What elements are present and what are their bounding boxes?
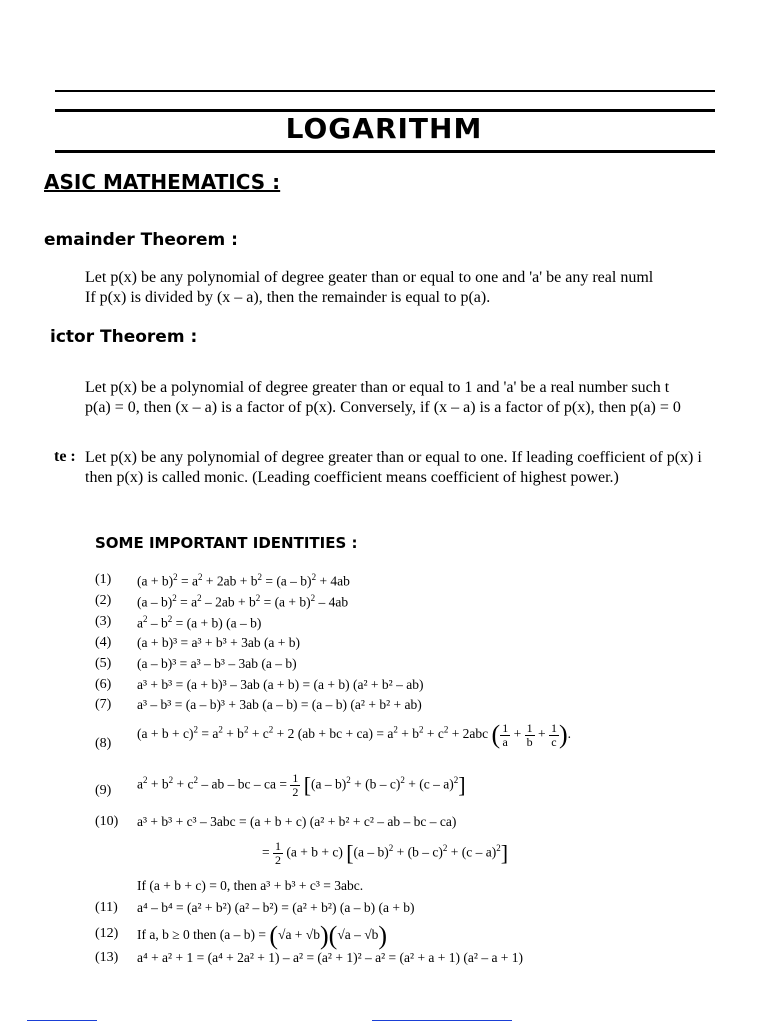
identity-number: (2) — [95, 593, 112, 608]
factor-line-2: p(a) = 0, then (x – a) is a factor of p(x). Conversely, if (x – a) is a factor of p(x), then p(a) = 0 — [85, 399, 681, 416]
remainder-theorem-heading: emainder Theorem : — [44, 230, 238, 250]
title-rule-bottom — [55, 150, 715, 153]
identity-number: (9) — [95, 783, 112, 798]
identity-10-continued: = $\frac{1}{2}$ (a + b + c) [(a – b)$^2$ + (b – c)$^2$ + (c – a)$^2$] — [262, 839, 509, 867]
note-line-1: Let p(x) be any polynomial of degree greater than or equal to one. If leading coefficient of p(x) i — [85, 449, 702, 466]
identity-number: (3) — [95, 614, 112, 629]
note-line-2: then p(x) is called monic. (Leading coefficient means coefficient of highest power.) — [85, 469, 619, 486]
identity-number: (11) — [95, 900, 118, 915]
identity-number: (10) — [95, 814, 119, 829]
identity-7: a³ – b³ = (a – b)³ + 3ab (a – b) = (a – b) (a² + b² + ab) — [137, 697, 422, 712]
identity-number: (1) — [95, 572, 112, 587]
factor-theorem-heading: ictor Theorem : — [50, 327, 198, 347]
factor-line-1: Let p(x) be a polynomial of degree greater than or equal to 1 and 'a' be a real number such t — [85, 379, 670, 396]
identity-number: (12) — [95, 926, 119, 941]
identity-number: (13) — [95, 950, 119, 965]
note-label: te : — [54, 448, 76, 465]
identity-11: a⁴ – b⁴ = (a² + b²) (a² – b²) = (a² + b²) (a – b) (a + b) — [137, 900, 415, 915]
identity-13: a⁴ + a² + 1 = (a⁴ + 2a² + 1) – a² = (a² + 1)² – a² = (a² + a + 1) (a² – a + 1) — [137, 950, 524, 965]
identity-number: (5) — [95, 656, 112, 671]
identity-2: $(a - b)^2 = a^2 - 2ab + b^2 = (a + b)^2 - 4ab$ — [137, 593, 349, 610]
top-rule — [55, 90, 715, 92]
identity-12: If a, b ≥ 0 then (a – b) = (√a + √b)(√a – √b) — [137, 921, 388, 950]
identity-number: (8) — [95, 736, 112, 751]
identity-number: (6) — [95, 677, 112, 692]
identity-number: (4) — [95, 635, 112, 650]
identity-4: (a + b)³ = a³ + b³ + 3ab (a + b) — [137, 635, 301, 650]
remainder-line-1: Let p(x) be any polynomial of degree geater than or equal to one and 'a' be any real numl — [85, 269, 654, 286]
identity-6: a³ + b³ = (a + b)³ – 3ab (a + b) = (a + b) (a² + b² – ab) — [137, 677, 424, 692]
page-title: LOGARITHM — [285, 112, 483, 145]
footer-link-left[interactable] — [27, 1020, 97, 1021]
identities-heading: SOME IMPORTANT IDENTITIES : — [95, 534, 358, 552]
identity-3: $a^2 - b^2 = (a + b)$ (a – b) — [137, 614, 262, 631]
footer-link-right[interactable] — [372, 1020, 512, 1021]
section-heading: ASIC MATHEMATICS : — [44, 170, 281, 194]
identity-10-condition: If (a + b + c) = 0, then a³ + b³ + c³ = 3abc. — [137, 878, 364, 893]
identity-1: $(a + b)^2 = a^2 + 2ab + b^2 = (a - b)^2 + 4ab$ — [137, 572, 350, 589]
identity-5: (a – b)³ = a³ – b³ – 3ab (a – b) — [137, 656, 297, 671]
identity-9: $a^2 + b^2 + c^2$ – ab – bc – ca = $\frac{1}{2}$ [(a – b)$^2$ + (b – c)$^2$ + (c – a)$^2$] — [137, 771, 466, 799]
identity-8: $(a + b + c)^2 = a^2 + b^2 + c^2 + 2$ (ab + bc + $ca) = a^2 + b^2 + c^2 + 2abc$ ( $\frac{1}{a}$ + $\frac{1}{b}$ + $\frac{1}{c}$ ). — [137, 720, 572, 749]
identity-number: (7) — [95, 697, 112, 712]
remainder-line-2: If p(x) is divided by (x – a), then the remainder is equal to p(a). — [85, 289, 491, 306]
identity-10: a³ + b³ + c³ – 3abc = (a + b + c) (a² + b² + c² – ab – bc – ca) — [137, 814, 457, 829]
